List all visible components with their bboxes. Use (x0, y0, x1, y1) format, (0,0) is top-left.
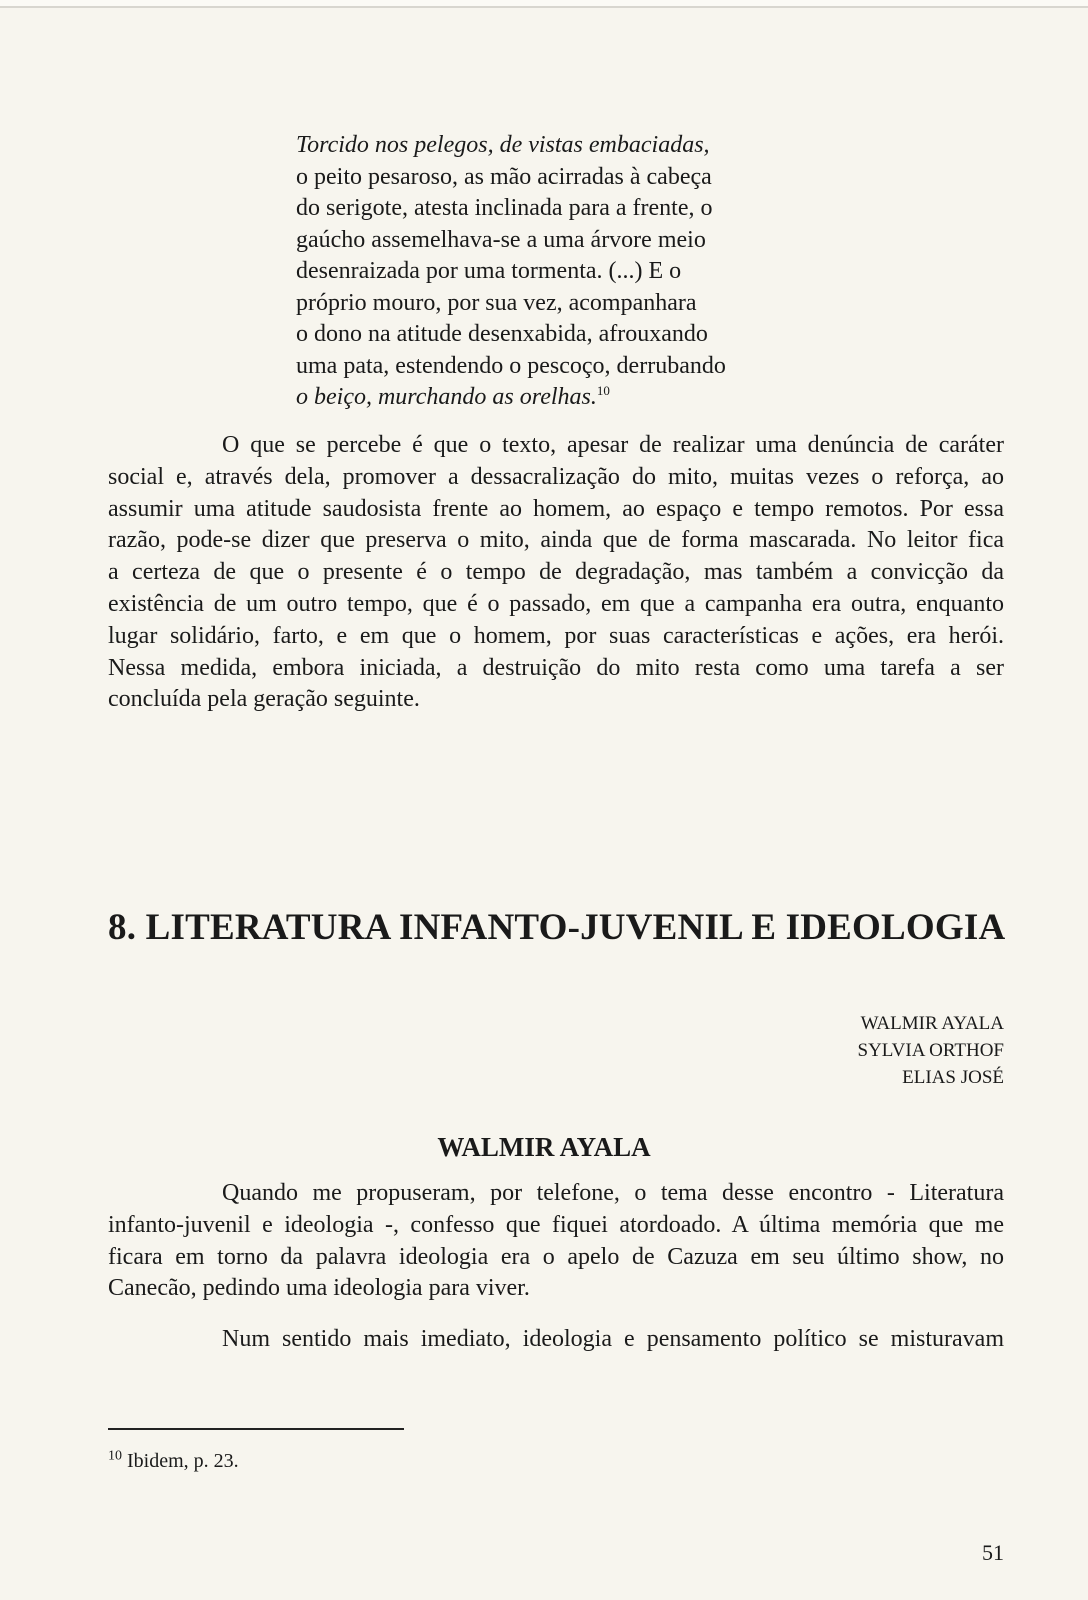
paragraph-line: a certeza de que o presente é o tempo de degradação, mas também a convicção da (108, 559, 1004, 586)
quote-line-text: o beiço, murchando as orelhas. (296, 384, 597, 410)
quote-line: do serigote, atesta inclinada para a frente, o (296, 195, 713, 221)
paragraph-line: social e, através dela, promover a dessacralização do mito, muitas vezes o reforça, ao (108, 463, 1004, 490)
paragraph-line: Canecão, pedindo uma ideologia para viver. (108, 1275, 530, 1302)
author-name: SYLVIA ORTHOF (857, 1040, 1004, 1061)
quote-line: gaúcho assemelhava-se a uma árvore meio (296, 226, 706, 253)
paragraph-line: infanto-juvenil e ideologia -, confesso que fiquei atordoado. A última memória que me (108, 1211, 1004, 1238)
paragraph-line: O que se percebe é que o texto, apesar de realizar uma denúncia de caráter (222, 432, 1004, 458)
quote-line-last (296, 382, 856, 414)
paragraph-line: existência de um outro tempo, que é o passado, em que a campanha era outra, enquanto (108, 590, 1004, 617)
paragraph-2 (108, 1178, 1004, 1305)
footnote-number: 10 (108, 1448, 122, 1464)
top-edge (0, 0, 1088, 8)
subsection-heading: WALMIR AYALA (437, 1132, 651, 1162)
page-number: 51 (982, 1540, 1004, 1565)
block-quote (296, 130, 856, 414)
quote-line: próprio mouro, por sua vez, acompanhara (296, 289, 697, 316)
paragraph-1 (108, 430, 1004, 716)
paragraph-line: razão, pode-se dizer que preserva o mito, ainda que de forma mascarada. No leitor fica (108, 527, 1004, 554)
paragraph-line: assumir uma atitude saudosista frente ao homem, ao espaço e tempo remotos. Por essa (108, 495, 1004, 522)
quote-line: Torcido nos pelegos, de vistas embaciadas, (296, 132, 710, 158)
quote-line: o peito pesaroso, as mão acirradas à cabeça (296, 163, 712, 190)
quote-line: desenraizada por uma tormenta. (...) E o (296, 258, 682, 284)
author-name: ELIAS JOSÉ (902, 1067, 1004, 1088)
section-heading: 8. LITERATURA INFANTO-JUVENIL E IDEOLOGIA (108, 907, 1006, 948)
footnote (108, 1450, 239, 1473)
paragraph-line: lugar solidário, farto, e em que o homem, por suas características e ações, era herói. (108, 622, 1004, 649)
author-name: WALMIR AYALA (860, 1013, 1004, 1034)
paragraph-line: Nessa medida, embora iniciada, a destruição do mito resta como uma tarefa a ser (108, 654, 1004, 681)
footnote-reference: 10 (596, 383, 610, 398)
paragraph-line: concluída pela geração seguinte. (108, 686, 420, 713)
paragraph-line: ficara em torno da palavra ideologia era o apelo de Cazuza em seu último show, no (108, 1243, 1004, 1270)
author-list (858, 1010, 1005, 1091)
footnote-text: Ibidem, p. 23. (127, 1450, 239, 1472)
paragraph-line: Num sentido mais imediato, ideologia e pensamento político se misturavam (222, 1326, 1004, 1352)
paragraph-3 (108, 1324, 1004, 1356)
quote-line: o dono na atitude desenxabida, afrouxando (296, 321, 708, 347)
paragraph-line: Quando me propuseram, por telefone, o tema desse encontro - Literatura (222, 1180, 1004, 1206)
quote-line: uma pata, estendendo o pescoço, derrubando (296, 352, 726, 379)
footnote-divider (108, 1428, 404, 1430)
